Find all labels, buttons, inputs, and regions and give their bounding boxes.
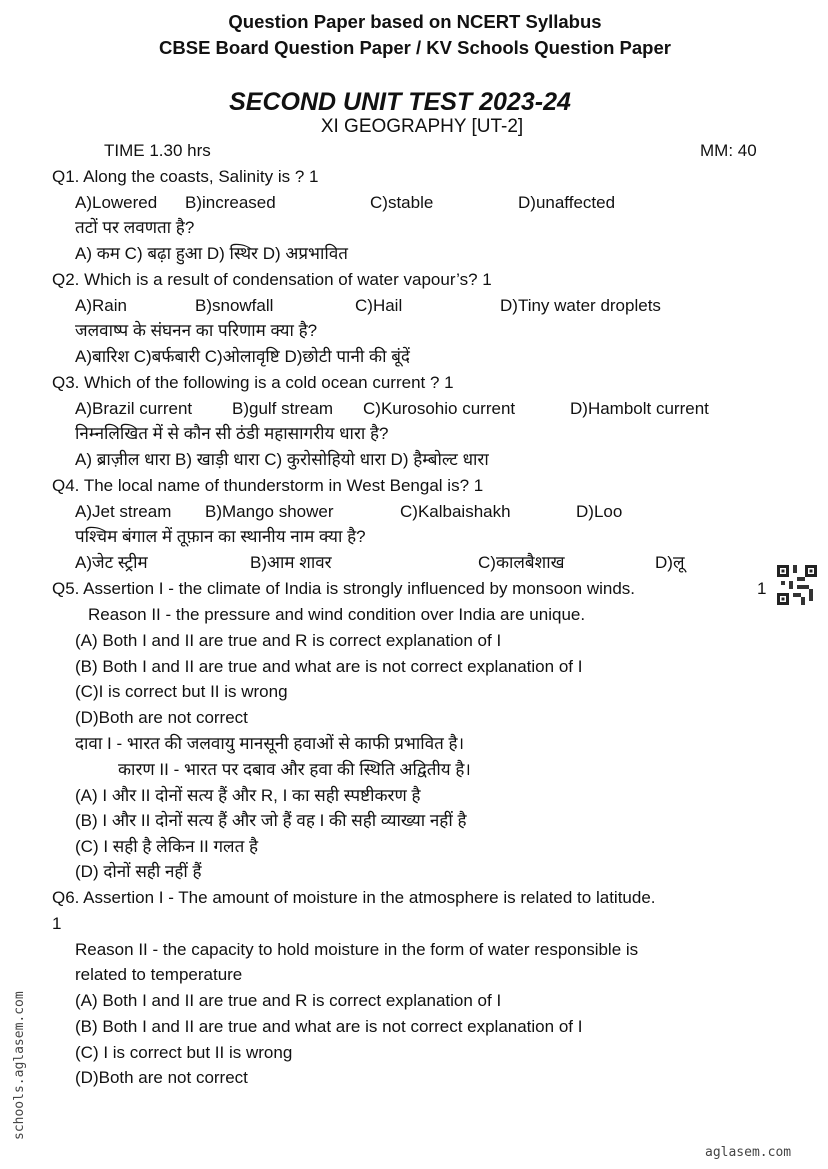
q4-hindi-option-d: D)लू <box>655 553 685 572</box>
q4-option-c: C)Kalbaishakh <box>400 502 511 521</box>
q4-hindi-option-a: A)जेट स्ट्रीम <box>75 553 148 572</box>
header-line-2: CBSE Board Question Paper / KV Schools Question Paper <box>159 37 671 58</box>
q5-hindi-option-c: (C) I सही है लेकिन II गलत है <box>75 837 259 856</box>
q3-option-c: C)Kurosohio current <box>363 399 516 418</box>
qr-code-icon[interactable] <box>777 565 817 605</box>
q5-hindi-option-a: (A) I और II दोनों सत्य हैं और R, I का सही स्पष्टीकरण है <box>75 786 421 805</box>
question-4: Q4. The local name of thunderstorm in West Bengal is? 1 <box>52 476 484 495</box>
q6-marks: 1 <box>52 914 62 933</box>
q5-option-a: (A) Both I and II are true and R is correct explanation of I <box>75 631 502 650</box>
q1-hindi-question: तटों पर लवणता है? <box>75 218 195 237</box>
test-title: SECOND UNIT TEST 2023-24 <box>229 88 571 116</box>
q2-option-c: C)Hail <box>355 296 403 315</box>
q2-option-b: B)snowfall <box>195 296 274 315</box>
q3-hindi-question: निम्नलिखित में से कौन सी ठंडी महासागरीय धारा है? <box>75 424 389 443</box>
q4-option-d: D)Loo <box>576 502 623 521</box>
q6-option-d: (D)Both are not correct <box>75 1068 248 1087</box>
q3-option-d: D)Hambolt current <box>570 399 709 418</box>
q2-option-a: A)Rain <box>75 296 127 315</box>
question-1: Q1. Along the coasts, Salinity is ? 1 <box>52 167 319 186</box>
q2-hindi-options: A)बारिश C)बर्फबारी C)ओलावृष्टि D)छोटी पानी की बूंदें <box>75 347 410 366</box>
q6-reason: Reason II - the capacity to hold moisture in the form of water responsible is <box>75 940 639 959</box>
time-allowed: TIME 1.30 hrs <box>104 141 211 160</box>
q5-hindi-option-d: (D) दोनों सही नहीं हैं <box>75 862 202 881</box>
q2-option-d: D)Tiny water droplets <box>500 296 661 315</box>
question-6-assertion: Q6. Assertion I - The amount of moisture in the atmosphere is related to latitude. <box>52 888 656 907</box>
q4-hindi-option-c: C)कालबैशाख <box>478 553 565 572</box>
q3-option-a: A)Brazil current <box>75 399 193 418</box>
q2-hindi-question: जलवाष्प के संघनन का परिणाम क्या है? <box>75 321 318 340</box>
q3-option-b: B)gulf stream <box>232 399 334 418</box>
q6-option-b: (B) Both I and II are true and what are is not correct explanation of I <box>75 1017 583 1036</box>
header-line-1: Question Paper based on NCERT Syllabus <box>228 11 602 32</box>
question-3: Q3. Which of the following is a cold ocean current ? 1 <box>52 373 454 392</box>
watermark-left: schools.aglasem.com <box>12 991 27 1140</box>
max-marks: MM: 40 <box>700 141 757 160</box>
question-5-assertion: Q5. Assertion I - the climate of India is strongly influenced by monsoon winds. <box>52 579 636 598</box>
q6-reason-continued: related to temperature <box>75 965 243 984</box>
q5-hindi-option-b: (B) I और II दोनों सत्य हैं और जो हैं वह I की सही व्याख्या नहीं है <box>75 811 467 830</box>
question-2: Q2. Which is a result of condensation of water vapour’s? 1 <box>52 270 492 289</box>
q6-option-a: (A) Both I and II are true and R is correct explanation of I <box>75 991 502 1010</box>
q1-option-a: A)Lowered <box>75 193 158 212</box>
q5-hindi-assertion: दावा I - भारत की जलवायु मानसूनी हवाओं से काफी प्रभावित है। <box>75 734 465 753</box>
q1-option-c: C)stable <box>370 193 434 212</box>
q5-option-b: (B) Both I and II are true and what are is not correct explanation of I <box>75 657 583 676</box>
q4-option-b: B)Mango shower <box>205 502 334 521</box>
q5-hindi-reason: कारण II - भारत पर दबाव और हवा की स्थिति अद्वितीय है। <box>118 760 471 779</box>
q5-reason: Reason II - the pressure and wind condition over India are unique. <box>88 605 586 624</box>
q1-option-d: D)unaffected <box>518 193 616 212</box>
subject-title: XI GEOGRAPHY [UT-2] <box>320 116 524 137</box>
q4-option-a: A)Jet stream <box>75 502 172 521</box>
q4-hindi-question: पश्चिम बंगाल में तूफ़ान का स्थानीय नाम क्या है? <box>75 527 366 546</box>
q1-option-b: B)increased <box>185 193 276 212</box>
q3-hindi-options: A) ब्राज़ील धारा B) खाड़ी धारा C) कुरोसोहियो धारा D) हैम्बोल्ट धारा <box>75 450 489 469</box>
q4-hindi-option-b: B)आम शावर <box>250 553 332 572</box>
q6-option-c: (C) I is correct but II is wrong <box>75 1043 293 1062</box>
watermark-right: aglasem.com <box>705 1145 792 1160</box>
q1-hindi-options: A) कम C) बढ़ा हुआ D) स्थिर D) अप्रभावित <box>75 244 348 263</box>
q5-option-d: (D)Both are not correct <box>75 708 248 727</box>
q5-option-c: (C)I is correct but II is wrong <box>75 682 288 701</box>
q5-marks: 1 <box>757 579 767 598</box>
